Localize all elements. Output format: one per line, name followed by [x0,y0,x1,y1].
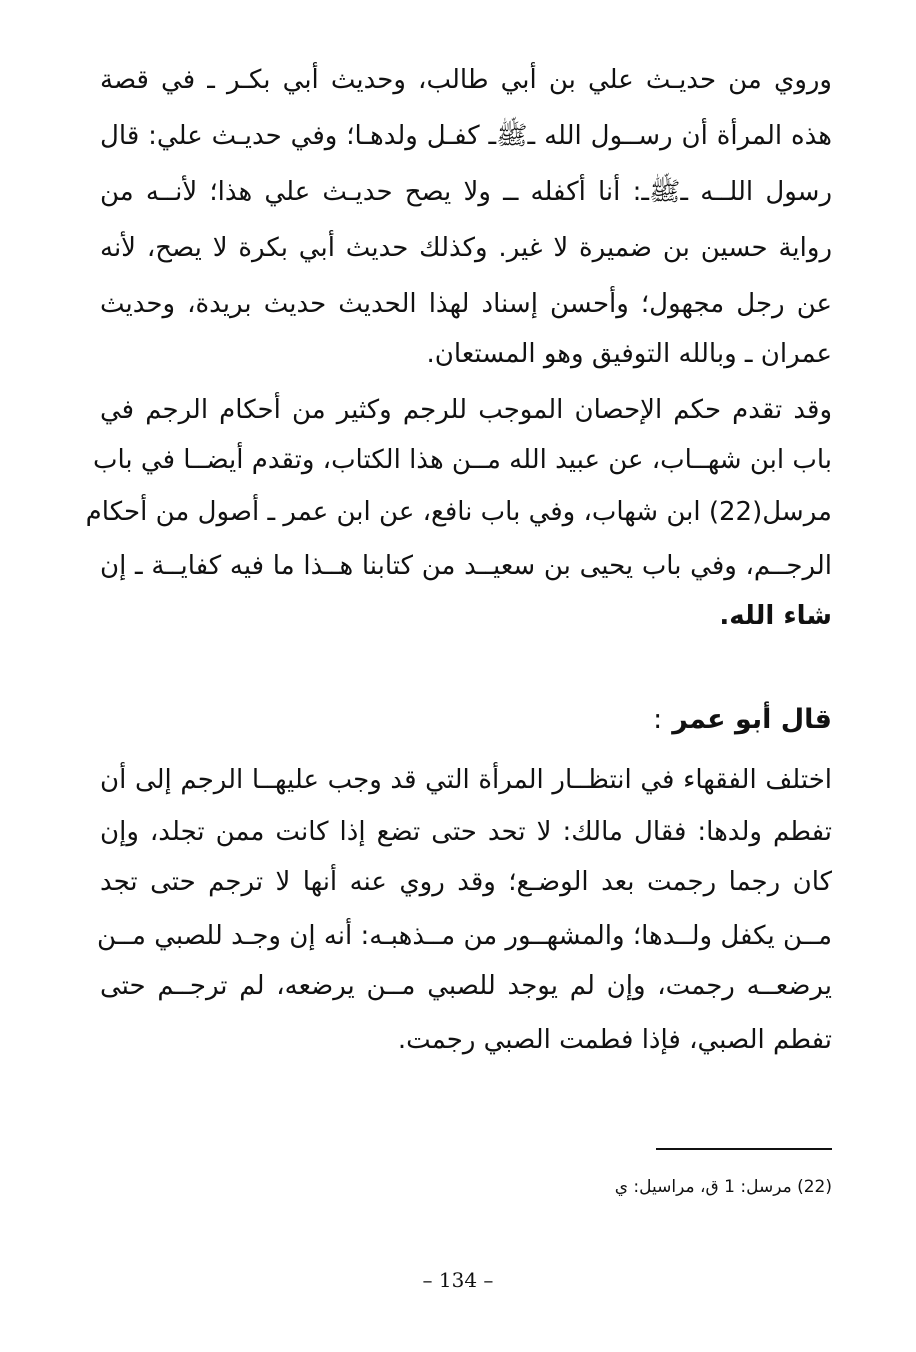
paragraph-1-line-6: عمران ـ وبالله التوفيق وهو المستعان. [426,339,832,369]
paragraph-3-line-1: اختلف الفقهاء في انتظــار المرأة التي قد وجب عليهــا الرجم إلى أن [100,765,832,795]
paragraph-2-line-4: الرجــم، وفي باب يحيى بن سعيــد من كتابنا هــذا ما فيه كفايــة ـ إن [100,551,832,581]
paragraph-3-line-4: مــن يكفل ولــدها؛ والمشهــور من مــذهبـه: أنه إن وجـد للصبي مــن [97,921,832,951]
paragraph-2-line-2: باب ابن شهــاب، عن عبيد الله مــن هذا الكتاب، وتقدم أيضــا في باب [93,445,832,475]
page-number: – 134 – [422,1268,494,1292]
paragraph-3-line-6: تفطم الصبي، فإذا فطمت الصبي رجمت. [397,1025,832,1055]
heading-colon: : [653,704,663,735]
paragraph-2-line-1: وقد تقدم حكم الإحصان الموجب للرجم وكثير من أحكام الرجم في [100,395,832,425]
heading-label: قال أبو عمر [672,704,832,735]
paragraph-1-line-1: وروي من حديـث علي بن أبي طالب، وحديث أبي بكـر ـ في قصة [100,65,832,95]
paragraph-1-line-2: هذه المرأة أن رســول الله ـﷺـ كفـل ولدهـا؛ وفي حديـث علي: قال [100,121,832,151]
paragraph-2-line-3: مرسل(22) ابن شهاب، وفي باب نافع، عن ابن عمر ـ أصول من أحكام [85,497,832,527]
paragraph-1-line-5: عن رجل مجهول؛ وأحسن إسناد لهذا الحديث حديث بريدة، وحديث [100,289,832,319]
paragraph-3-line-5: يرضعــه رجمت، وإن لم يوجد للصبي مــن يرضعه، لم ترجــم حتى [100,971,832,1001]
paragraph-1-line-4: رواية حسين بن ضميرة لا غير. وكذلك حديث أبي بكرة لا يصح، لأنه [100,233,832,263]
footnote-divider [656,1148,832,1150]
footnote: (22) مرسل: 1 ق، مراسيل: ي [614,1177,832,1197]
paragraph-3-line-3: كان رجما رجمت بعد الوضـع؛ وقد روي عنه أنها لا ترجم حتى تجد [100,867,832,897]
paragraph-3-line-2: تفطم ولدها: فقال مالك: لا تحد حتى تضع إذا كانت ممن تجلد، وإن [100,817,832,847]
paragraph-2-line-5: شاء الله. [719,601,832,631]
section-heading [653,700,832,740]
paragraph-1-line-3: رسول اللــه ـﷺـ: أنا أكفله ــ ولا يصح حديـث علي هذا؛ لأنــه من [100,177,832,207]
